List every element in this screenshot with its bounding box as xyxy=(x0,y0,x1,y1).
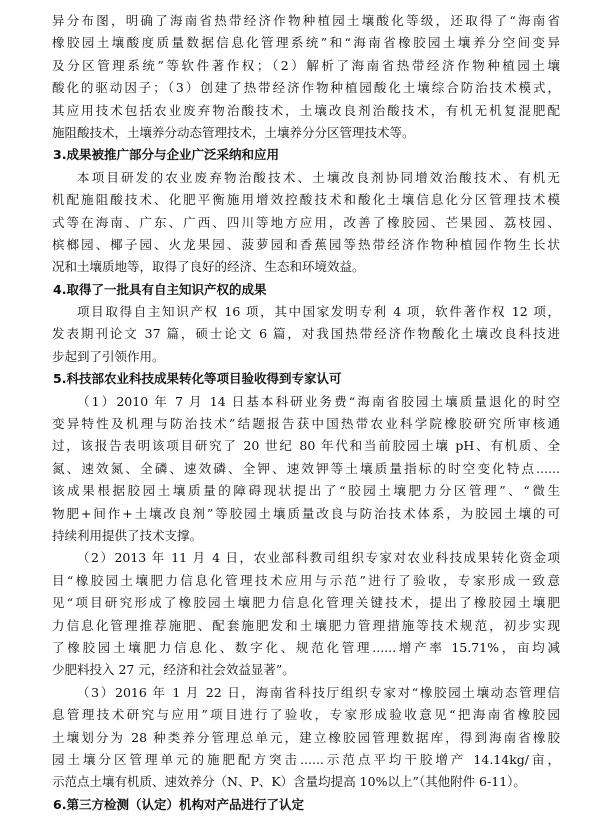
paragraph-continuation xyxy=(52,10,560,144)
text-line: 及分区管理系统”等软件著作权；（2）解析了海南省热带经济作物种植园土壤 xyxy=(52,57,560,73)
text-line: 橡胶园土壤酸度质量数据信息化管理系统”和“海南省橡胶园土壤养分空间变异 xyxy=(52,35,560,51)
text-line: 见“项目研究形成了橡胶园土壤肥力信息化管理关键技术，提出了橡胶园土壤肥 xyxy=(52,595,560,611)
text-line: 酸化的驱动因子；（3）创建了热带经济作物种植园酸化土壤综合防治技术模式， xyxy=(52,80,560,96)
text-line: 力信息化管理推荐施肥、配套施肥发和土壤肥力管理措施等技术规范，初步实现 xyxy=(52,617,560,633)
section-heading-5: 5.科技部农业科技成果转化等项目验收得到专家认可 xyxy=(53,371,342,387)
paragraph-ip xyxy=(52,301,560,368)
text-line: 少肥料投入 27 元，经济和社会效益显著”。 xyxy=(52,662,295,678)
text-line: 机配施阻酸技术、化肥平衡施用增效控酸技术和酸化土壤信息化分区管理技术模 xyxy=(52,192,560,208)
text-line: 槟榔园、椰子园、火龙果园、菠萝园和香蕉园等热带经济作物种植园作物生长状 xyxy=(52,236,560,252)
text-line: 施阻酸技术，土壤养分动态管理技术，土壤养分分区管理技术等。 xyxy=(52,124,415,140)
paragraph-acceptance-1 xyxy=(52,391,560,548)
text-line: 步起到了引领作用。 xyxy=(52,348,165,364)
text-line: 况和土壤质地等，取得了良好的经济、生态和环境效益。 xyxy=(52,259,365,275)
text-line: （2）2013 年 11 月 4 日，农业部科教司组织专家对农业科技成果转化资金项 xyxy=(77,550,560,566)
text-line: 示范点土壤有机质、速效养分（N、P、K）含量均提高 10%以上”（其他附件 6-11）。 xyxy=(52,774,526,790)
text-line: 本项目研发的农业废弃物治酸技术、土壤改良剂协同增效治酸技术、有机无 xyxy=(77,169,560,185)
section-heading-3: 3.成果被推广部分与企业广泛采纳和应用 xyxy=(53,147,279,163)
text-line: 变异特性及机理与防治技术”结题报告获中国热带农业科学院橡胶研究所审核通 xyxy=(52,416,560,432)
text-line: （1）2010 年 7 月 14 日基本科研业务费“海南省胶园土壤质量退化的时空 xyxy=(77,393,560,409)
text-line: 项目取得自主知识产权 16 项，其中国家发明专利 4 项，软件著作权 12 项， xyxy=(77,304,560,320)
paragraph-acceptance-2 xyxy=(52,547,560,681)
text-line: 了橡胶园土壤肥力信息化、数字化、规范化管理......增产率 15.71%，亩均减 xyxy=(52,639,560,655)
text-line: 氮、速效氮、全磷、速效磷、全钾、速效钾等土壤质量指标的时空变化特点...... xyxy=(52,460,560,476)
text-line: 该成果根据胶园土壤质量的障碍现状提出了“胶园土壤肥力分区管理”、“微生 xyxy=(52,483,560,499)
text-line: 过，该报告表明该项目研究了 20 世纪 80 年代和当前胶园土壤 pH、有机质、全 xyxy=(52,438,560,454)
section-heading-6: 6.第三方检测（认定）机构对产品进行了认定 xyxy=(53,796,304,812)
text-line: 息管理技术研究与应用”项目进行了验收，专家形成验收意见“把海南省橡胶园 xyxy=(52,707,560,723)
text-line: 其应用技术包括农业废弃物治酸技术，土壤改良剂治酸技术，有机无机复混肥配 xyxy=(52,102,560,118)
text-line: 目“橡胶园土壤肥力信息化管理技术应用与示范”进行了验收，专家形成一致意 xyxy=(52,572,560,588)
text-line: 发表期刊论文 37 篇，硕士论文 6 篇，对我国热带经济作物酸化土壤改良科技进 xyxy=(52,326,560,342)
paragraph-acceptance-3 xyxy=(52,682,560,794)
text-line: 式等在海南、广东、广西、四川等地方应用，改善了橡胶园、芒果园、荔枝园、 xyxy=(52,214,560,230)
text-line: 园土壤分区管理单元的施肥配方突击......示范点平均干胶增产 14.14kg/亩， xyxy=(52,751,560,767)
text-line: 土壤划分为 28 种类养分管理总单元，建立橡胶园管理数据库，得到海南省橡胶 xyxy=(52,729,560,745)
text-line: 持续利用提供了技术支撑。 xyxy=(52,527,203,543)
paragraph-promotion xyxy=(52,167,560,279)
section-heading-4: 4.取得了一批具有自主知识产权的成果 xyxy=(53,281,267,297)
text-line: （3）2016 年 1 月 22 日，海南省科技厅组织专家对“橡胶园土壤动态管理信 xyxy=(77,684,560,700)
text-line: 物肥+间作+土壤改良剂”等胶园土壤质量改良与防治技术体系，为胶园土壤的可 xyxy=(52,505,560,521)
text-line: 异分布图，明确了海南省热带经济作物种植园土壤酸化等级，还取得了“海南省 xyxy=(52,13,560,28)
